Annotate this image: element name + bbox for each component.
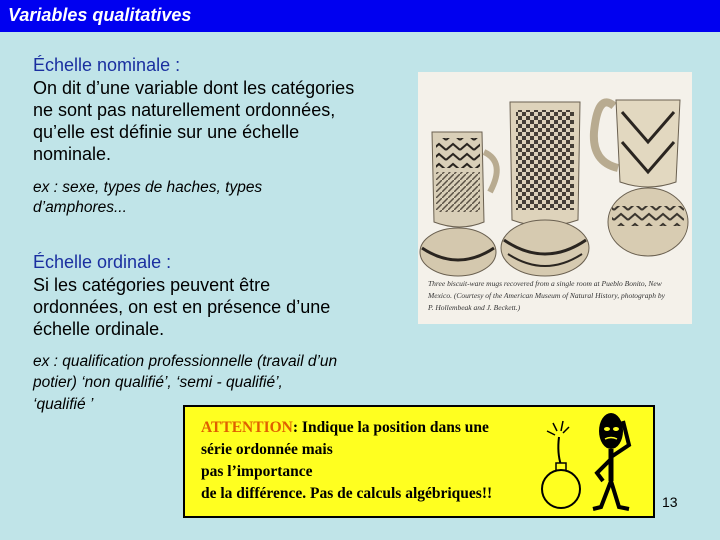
right-mug — [594, 100, 688, 256]
warning-text — [201, 417, 541, 505]
middle-mug — [501, 102, 589, 276]
ordinal-text-line-2: ordonnées, on est en présence d’une — [33, 297, 331, 317]
page-number: 13 — [662, 494, 678, 510]
pottery-illustration — [418, 72, 692, 324]
nominal-text-line-4: nominale. — [33, 144, 112, 164]
photo-caption-line-2: Mexico. (Courtesy of the American Museum of Natural History, photograph by — [428, 291, 665, 300]
nominal-heading: Échelle nominale : — [33, 55, 181, 75]
pottery-photo — [418, 72, 692, 324]
nominal-text-line-2: ne sont pas naturellement ordonnées, — [33, 100, 336, 120]
nominal-example-line-2: d’amphores... — [33, 199, 127, 216]
warning-line-1 — [201, 417, 541, 439]
warning-box — [183, 405, 655, 518]
warning-keyword: ATTENTION — [201, 419, 293, 436]
left-mug — [420, 132, 497, 276]
warning-line-3: pas l’importance — [201, 463, 313, 480]
photo-caption-line-1: Three biscuit-ware mugs recovered from a single room at Pueblo Bonito, New — [428, 279, 662, 288]
warning-line-2: série ordonnée mais — [201, 441, 333, 458]
nominal-example-line-1: ex : sexe, types de haches, types — [33, 179, 263, 196]
ordinal-text-line-1: Si les catégories peuvent être — [33, 275, 271, 295]
ordinal-example-line-1: ex : qualification professionnelle (travail d’un — [33, 353, 338, 370]
ordinal-example-line-3: ‘qualifié ’ — [33, 396, 94, 413]
ordinal-example-line-2: potier) ‘non qualifié’, ‘semi - qualifié’, — [33, 374, 283, 391]
ordinal-text-line-3: échelle ordinale. — [33, 319, 165, 339]
thinking-figure-icon — [585, 409, 641, 517]
bomb-icon — [539, 417, 583, 511]
nominal-text-line-3: qu’elle est définie sur une échelle — [33, 122, 300, 142]
ordinal-heading: Échelle ordinale : — [33, 252, 172, 272]
slide-title: Variables qualitatives — [8, 5, 192, 25]
warning-line-4: de la différence. Pas de calculs algébriques!! — [201, 485, 493, 502]
nominal-text-line-1: On dit d’une variable dont les catégories — [33, 78, 355, 98]
photo-caption-line-3: P. Hollembeak and J. Beckett.) — [428, 303, 521, 312]
warning-line-1-rest: : Indique la position dans une — [292, 419, 489, 436]
title-bar — [0, 0, 720, 32]
